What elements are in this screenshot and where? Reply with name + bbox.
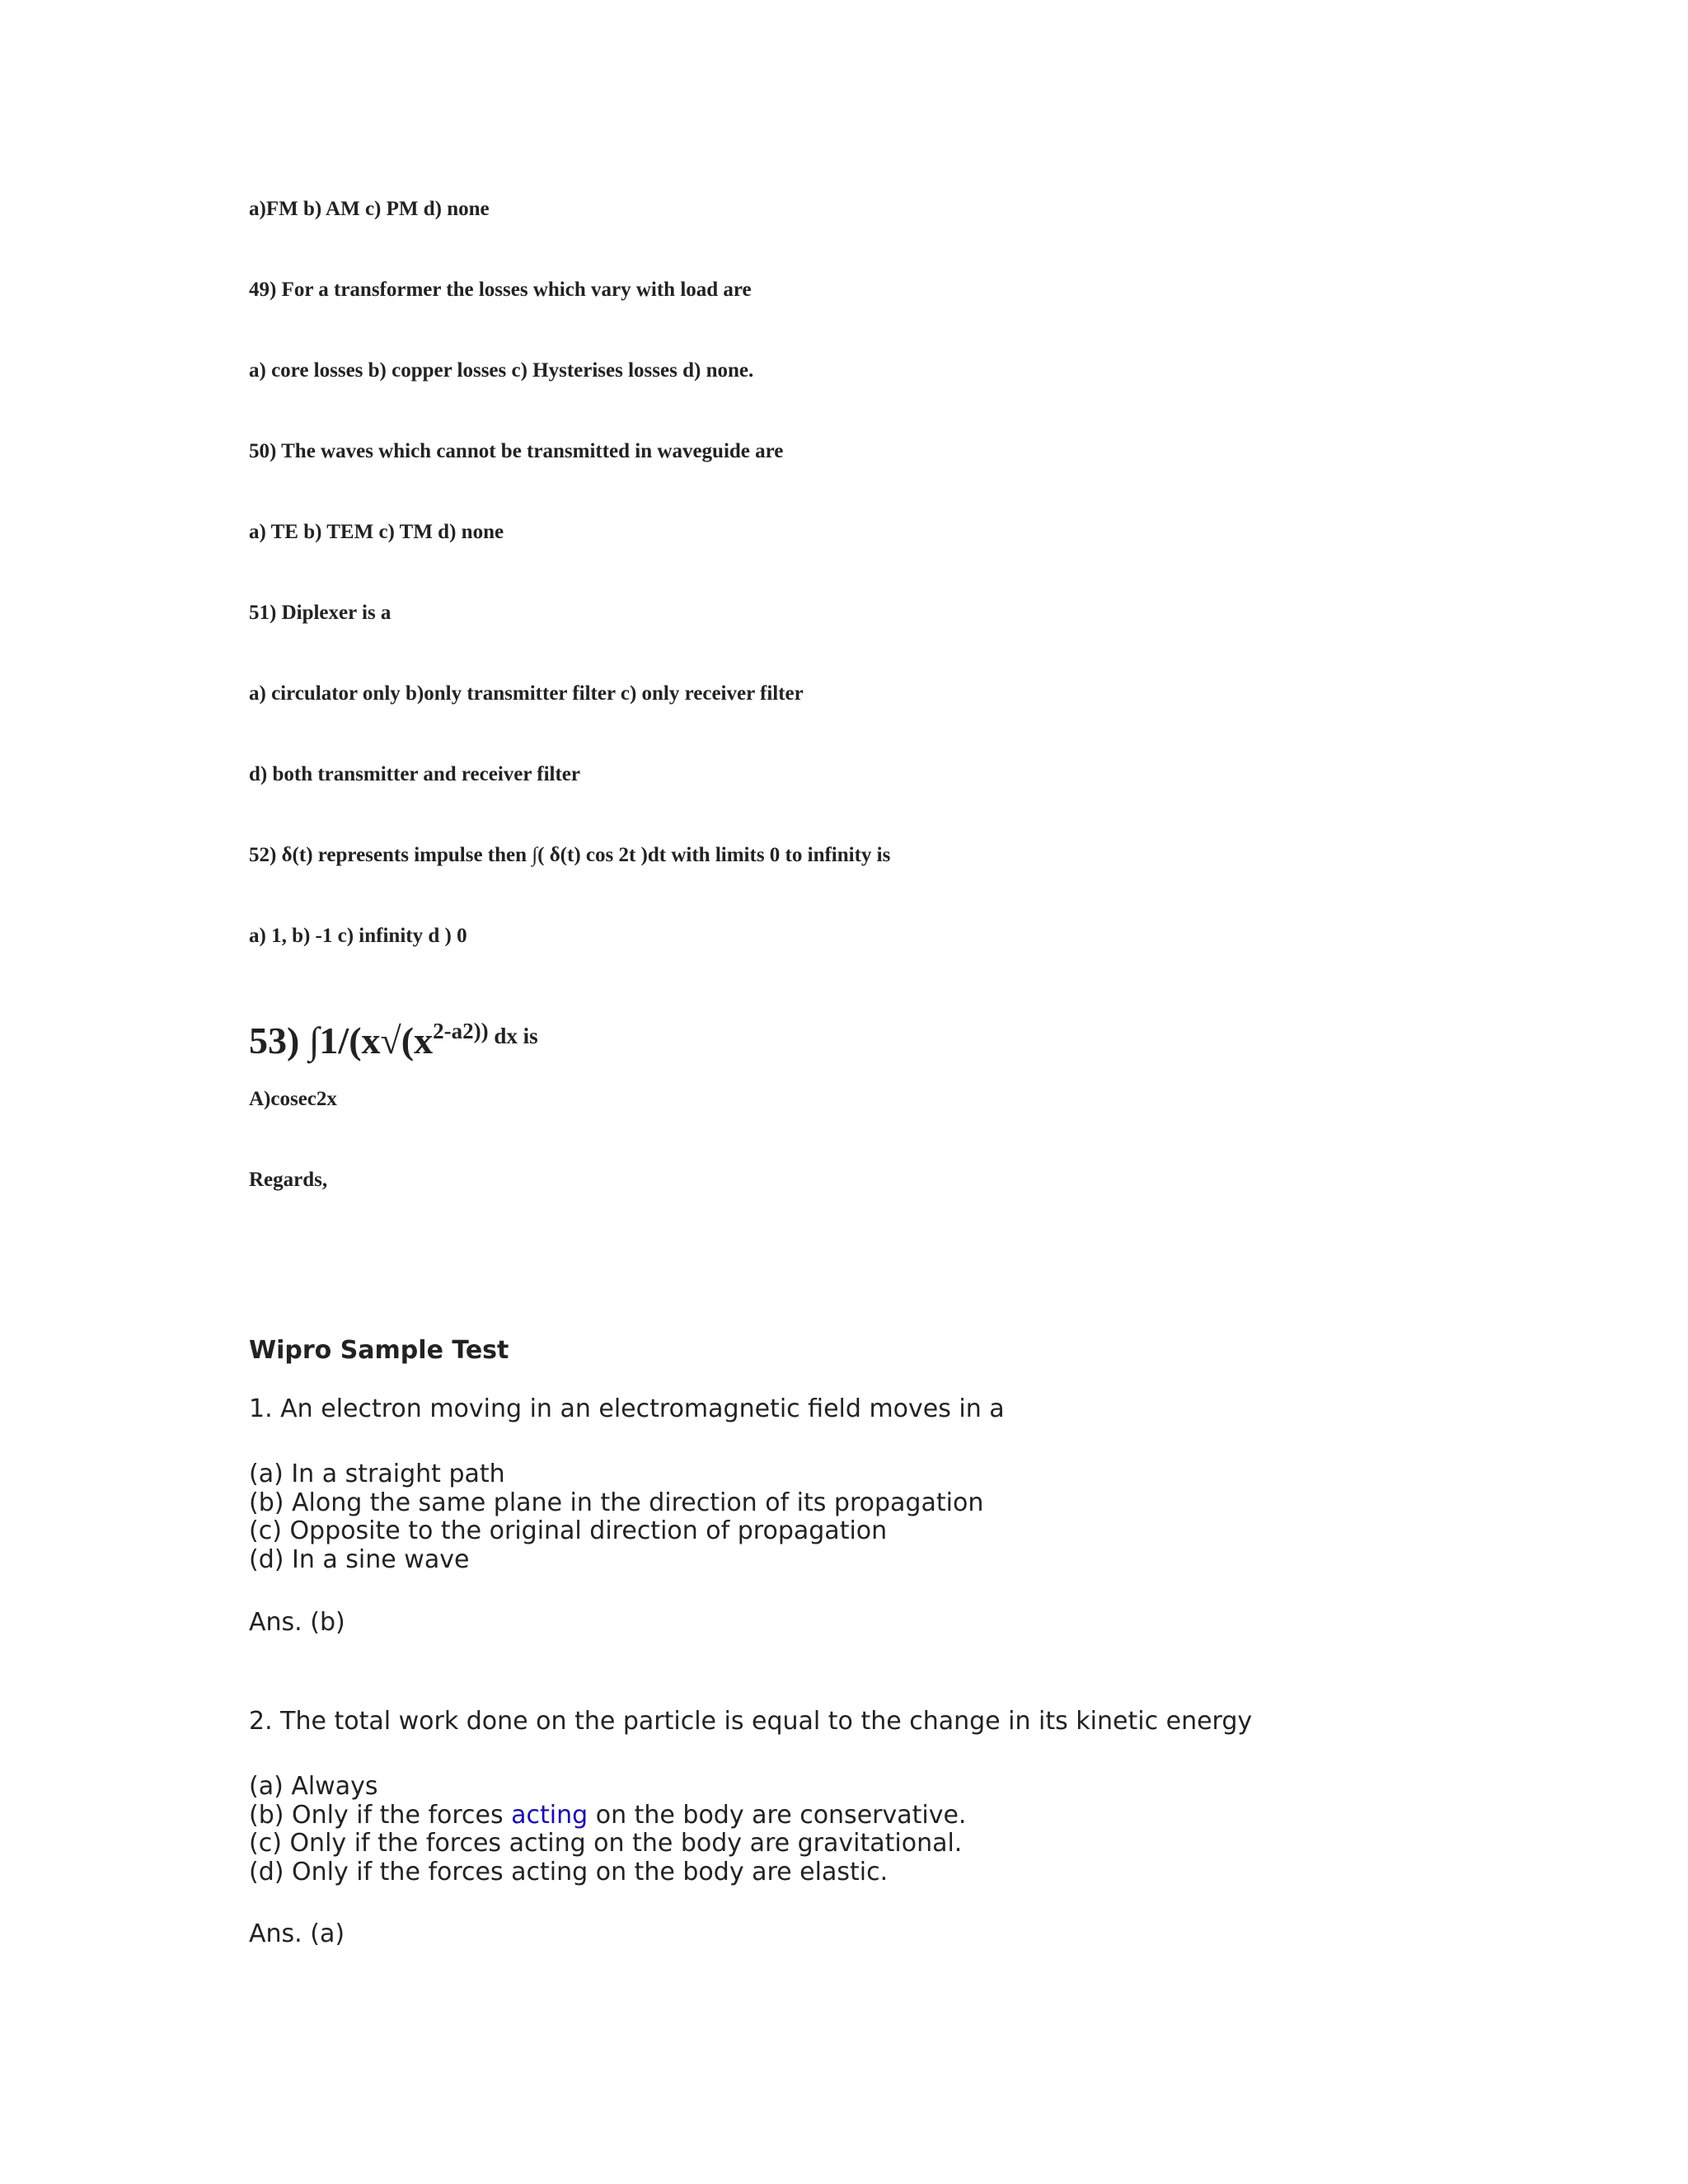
q1-option-c: (c) Opposite to the original direction of propagation <box>249 1516 888 1545</box>
q50-options: a) TE b) TEM c) TM d) none <box>249 521 504 543</box>
q1-option-b: (b) Along the same plane in the direction of its propagation <box>249 1488 984 1517</box>
q1-answer: Ans. (b) <box>249 1608 345 1637</box>
acting-link[interactable]: acting <box>511 1800 588 1830</box>
q2-question: 2. The total work done on the particle is equal to the change in its kinetic energy <box>249 1707 1253 1736</box>
section-title: Wipro Sample Test <box>249 1336 509 1365</box>
q2-option-a: (a) Always <box>249 1772 378 1801</box>
q2-option-b-suffix: on the body are conservative. <box>588 1800 967 1830</box>
q51-options-line2: d) both transmitter and receiver filter <box>249 763 580 785</box>
q53-question <box>249 1007 538 1079</box>
q2-options <box>249 1773 966 1886</box>
q53-tail: dx is <box>488 1024 538 1048</box>
q50-question: 50) The waves which cannot be transmitted in waveguide are <box>249 440 784 462</box>
q1-option-a: (a) In a straight path <box>249 1460 505 1488</box>
q1-option-d: (d) In a sine wave <box>249 1544 470 1574</box>
q52-question: 52) δ(t) represents impulse then ∫( δ(t) cos 2t )dt with limits 0 to infinity is <box>249 844 891 866</box>
q51-question: 51) Diplexer is a <box>249 602 392 624</box>
q2-option-c: (c) Only if the forces acting on the body are gravitational. <box>249 1829 963 1858</box>
q2-option-b <box>249 1802 966 1830</box>
q53-main: 53) ∫1/(x√(x <box>249 1019 434 1062</box>
q51-options-line1: a) circulator only b)only transmitter filter c) only receiver filter <box>249 682 804 705</box>
q2-option-b-prefix: (b) Only if the forces <box>249 1800 512 1830</box>
q53-answer: A)cosec2x <box>249 1088 337 1110</box>
q1-options <box>249 1460 983 1574</box>
q52-options: a) 1, b) -1 c) infinity d ) 0 <box>249 925 467 947</box>
q1-question: 1. An electron moving in an electromagnetic field moves in a <box>249 1394 1005 1423</box>
q2-option-d: (d) Only if the forces acting on the body are elastic. <box>249 1857 889 1886</box>
q53-superscript: 2-a2)) <box>433 1019 489 1043</box>
q48-options: a)FM b) AM c) PM d) none <box>249 198 490 220</box>
regards: Regards, <box>249 1169 328 1191</box>
q49-question: 49) For a transformer the losses which vary with load are <box>249 279 752 301</box>
q49-options: a) core losses b) copper losses c) Hysterises losses d) none. <box>249 359 754 382</box>
q2-answer: Ans. (a) <box>249 1919 345 1948</box>
